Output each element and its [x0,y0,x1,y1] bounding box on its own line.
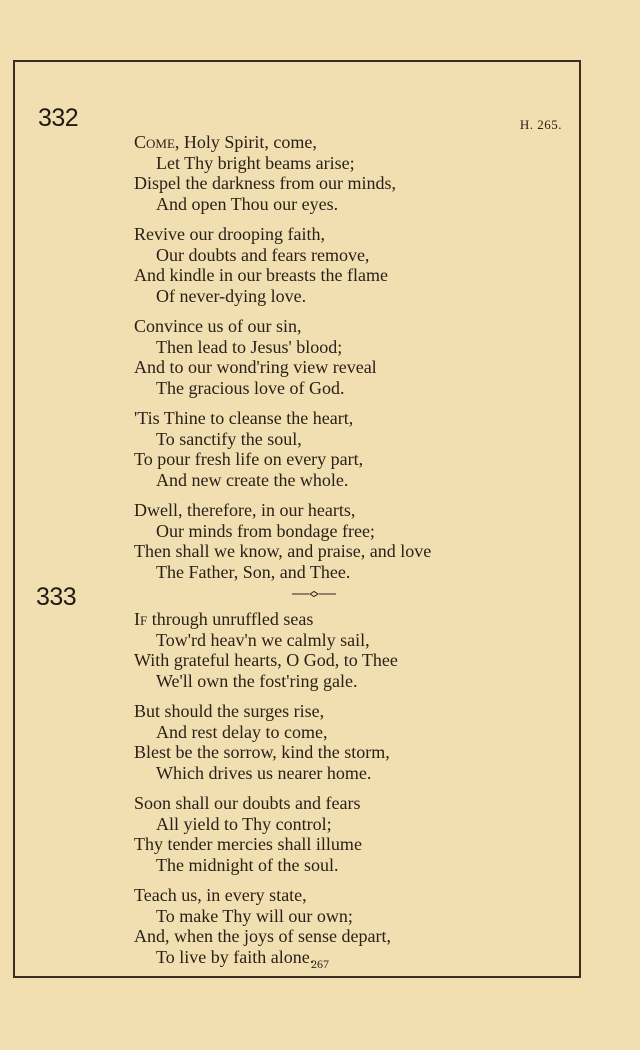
hymn-divider-ornament [292,590,336,598]
verse-line: Our minds from bondage free; [156,520,375,541]
hymn-333-text [134,609,574,977]
verse-line: Of never-dying love. [156,285,307,306]
verse-line: Dwell, therefore, in our hearts, [134,500,356,520]
verse-line: Soon shall our doubts and fears [134,793,361,813]
verse-line: The Father, Son, and Thee. [156,561,351,582]
verse-line: We'll own the fost'ring gale. [156,670,358,691]
stanza [134,701,574,783]
verse-line: With grateful hearts, O God, to Thee [134,650,398,670]
verse-line: The gracious love of God. [156,377,345,398]
verse-line: Thy tender mercies shall illume [134,834,362,854]
verse-line: And, when the joys of sense depart, [134,926,391,946]
verse-line: But should the surges rise, [134,701,325,721]
verse-line: Then lead to Jesus' blood; [156,336,343,357]
verse-line: To make Thy will our own; [156,905,353,926]
verse-line: To pour fresh life on every part, [134,449,364,469]
hymn-number-332: 332 [38,104,79,132]
verse-line: To live by faith alone. [156,946,315,967]
verse-line: And rest delay to come, [156,721,328,742]
verse-line: Blest be the sorrow, kind the storm, [134,742,390,762]
verse-line: Dispel the darkness from our minds, [134,173,396,193]
stanza [134,885,574,967]
verse-line: All yield to Thy control; [156,813,332,834]
verse-line: 'Tis Thine to cleanse the heart, [134,408,354,428]
verse-line: Let Thy bright beams arise; [156,152,355,173]
page-number: 267 [311,957,329,971]
verse-line: Which drives us nearer home. [156,762,372,783]
hymn-332-text [134,132,574,592]
verse-line: Our doubts and fears remove, [156,244,370,265]
stanza [134,500,574,582]
verse-line: Teach us, in every state, [134,885,307,905]
stanza [134,224,574,306]
verse-line: Revive our drooping faith, [134,224,325,244]
stanza [134,609,574,691]
hymn-number-333: 333 [36,583,77,611]
verse-line: And to our wond'ring view reveal [134,357,377,377]
verse-line: Then shall we know, and praise, and love [134,541,432,561]
verse-line: If through unruffled seas [134,609,314,629]
verse-line: Convince us of our sin, [134,316,302,336]
tune-reference: H. 265. [519,117,562,132]
verse-line: And kindle in our breasts the flame [134,265,388,285]
verse-line: Come, Holy Spirit, come, [134,132,317,152]
verse-line: And open Thou our eyes. [156,193,339,214]
verse-line: Tow'rd heav'n we calmly sail, [156,629,370,650]
verse-line: And new create the whole. [156,469,349,490]
stanza [134,793,574,875]
stanza [134,408,574,490]
stanza [134,316,574,398]
verse-line: To sanctify the soul, [156,428,302,449]
verse-line: The midnight of the soul. [156,854,339,875]
stanza [134,132,574,214]
